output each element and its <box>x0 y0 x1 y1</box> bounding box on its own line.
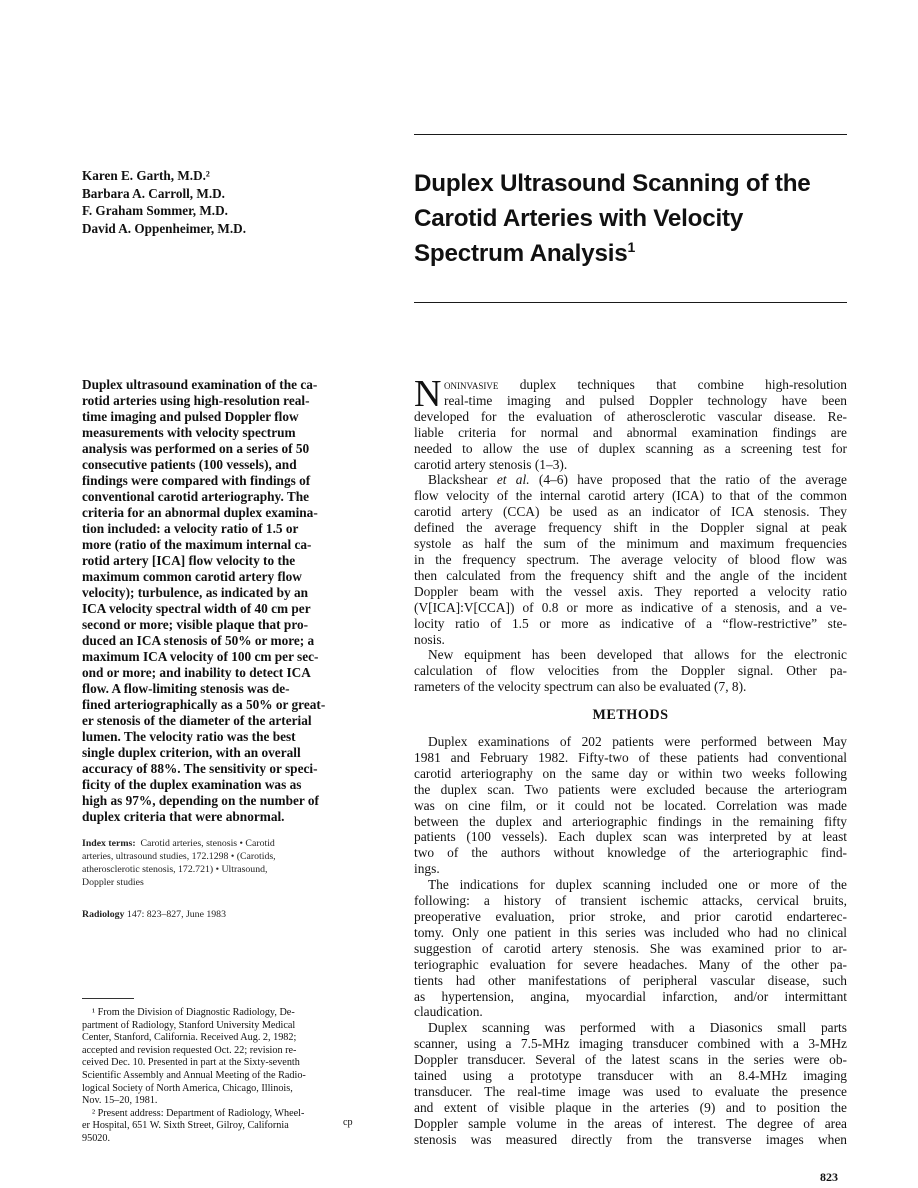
footnote-line: Scientific Assembly and Annual Meeting of the Radio- <box>82 1069 306 1081</box>
body-line: Duplex scanning was performed with a Diasonics small parts <box>428 1020 847 1036</box>
body-line <box>414 472 847 488</box>
abstract-line: lumen. The velocity ratio was the best <box>82 729 296 744</box>
body-line: carotid artery (CCA) be used as an indicator of ICA stenosis. They <box>414 504 847 520</box>
body-line: defined the average frequency shift in the Doppler signal at peak <box>414 520 847 536</box>
footnote-line: partment of Radiology, Stanford University Medical <box>82 1019 296 1031</box>
abstract-line: analysis was performed on a series of 50 <box>82 441 310 456</box>
page-number: 823 <box>820 1170 838 1184</box>
abstract-line: flow. A flow-limiting stenosis was de- <box>82 681 290 696</box>
abstract-line: Duplex ultrasound examination of the ca- <box>82 377 318 392</box>
body-line: systole as half the sum of the minimum and maximum frequencies <box>414 536 847 552</box>
abstract-line: ICA velocity spectral width of 40 cm per <box>82 601 311 616</box>
footnote-line: er Hospital, 651 W. Sixth Street, Gilroy, California <box>82 1120 289 1132</box>
body-line: developed for the evaluation of atherosclerotic vascular disease. Re- <box>414 408 847 424</box>
body-line: suggestion of carotid artery stenosis. She was examined prior to ar- <box>414 940 847 956</box>
body-line: transducer. The real-time image was used to evaluate the presence <box>414 1083 847 1099</box>
abstract-line: second or more; visible plaque that pro- <box>82 617 309 632</box>
body-line: in the frequency spectrum. The average velocity of blood flow was <box>414 551 847 567</box>
abstract-line: maximum common carotid artery flow <box>82 569 302 584</box>
et-al: et al. <box>496 472 530 488</box>
body-line: stenosis was measured directly from the transverse images when <box>414 1131 847 1147</box>
footnote-rule <box>82 998 134 999</box>
body-line: as hypertension, angina, myocardial infarction, and/or intermittant <box>414 988 847 1004</box>
citation-journal: Radiology <box>82 909 125 920</box>
abstract-line: single duplex criterion, with an overall <box>82 745 301 760</box>
body-text <box>414 373 847 1148</box>
body-line: real-time imaging and pulsed Doppler technology have been <box>444 392 847 408</box>
index-label: Index terms: <box>82 838 136 849</box>
body-line <box>414 377 847 393</box>
abstract-line: conventional carotid arteriography. The <box>82 489 310 504</box>
abstract-line: rotid arteries using high-resolution real- <box>82 393 310 408</box>
abstract-line: findings were compared with findings of <box>82 473 311 488</box>
abstract-line: velocity); turbulence, as indicated by an <box>82 585 309 600</box>
abstract-line: fined arteriographically as a 50% or great- <box>82 697 326 712</box>
p2-text: Blackshear <box>428 472 497 488</box>
body-line: Doppler beam with the vessel axis. They reported a velocity ratio <box>414 583 847 599</box>
body-line: patients (100 vessels). Each duplex scan was interpreted by at least <box>414 829 847 845</box>
footnotes <box>82 1007 367 1146</box>
index-text: Carotid arteries, stenosis • Carotid <box>140 838 275 849</box>
abstract-line: criteria for an abnormal duplex examina- <box>82 505 318 520</box>
intro-text: duplex techniques that combine high-resolution <box>498 377 847 392</box>
abstract <box>82 377 372 825</box>
body-line: ings. <box>414 861 440 877</box>
abstract-line: rotid artery [ICA] flow velocity to the <box>82 553 296 568</box>
body-line: Doppler transducer. Several of the latest scans in the series were ob- <box>414 1052 847 1068</box>
body-line: the duplex scan. Two patients were excluded because the arteriogram <box>414 781 847 797</box>
footnote-line: accepted and revision requested Oct. 22; revision re- <box>82 1044 297 1056</box>
abstract-line: measurements with velocity spectrum <box>82 425 296 440</box>
title-bottom-rule <box>414 302 847 303</box>
body-line: and extent of visible plaque in the arteries (9) and to position the <box>414 1099 847 1115</box>
p2-text: (4–6) have proposed that the ratio of the average <box>529 472 847 488</box>
body-line: carotid arteriography on the same day or within two weeks following <box>414 765 847 781</box>
body-line: tients had other manifestations of peripheral vascular disease, such <box>414 972 847 988</box>
author-list <box>82 167 372 237</box>
abstract-line: duplex criteria that were abnormal. <box>82 809 285 824</box>
drop-cap: N <box>414 373 442 415</box>
author: F. Graham Sommer, M.D. <box>82 203 228 218</box>
footnote-line: 95020. <box>82 1132 111 1144</box>
abstract-line: consecutive patients (100 vessels), and <box>82 457 297 472</box>
title-line-text: Spectrum Analysis <box>414 240 628 267</box>
abstract-line: time imaging and pulsed Doppler flow <box>82 409 299 424</box>
title-footnote-mark: 1 <box>627 239 636 255</box>
intro-paragraph <box>414 373 847 472</box>
body-line: flow velocity of the internal carotid artery (ICA) to that of the common <box>414 488 847 504</box>
abstract-line: accuracy of 88%. The sensitivity or speci- <box>82 761 318 776</box>
body-line: between the duplex and arteriographic findings in the remaining fifty <box>414 813 847 829</box>
body-line: then calculated from the frequency shift and the angle of the incident <box>414 567 847 583</box>
body-line: preoperative evaluation, prior stroke, and prior carotid endarterec- <box>414 909 847 924</box>
top-rule <box>414 134 847 135</box>
body-line: tomy. Only one patient in this series was included who had no clinical <box>414 924 847 940</box>
body-line: nosis. <box>414 631 445 647</box>
body-line: claudication. <box>414 1004 483 1020</box>
body-line: rameters of the velocity spectrum can also be evaluated (7, 8). <box>414 679 747 695</box>
index-line: arteries, ultrasound studies, 172.1298 • (Carotids, <box>82 851 276 862</box>
footnote-line: Center, Stanford, California. Received Aug. 2, 1982; <box>82 1032 297 1044</box>
footnote-line: ceived Dec. 10. Presented in part at the Sixty-seventh <box>82 1057 300 1069</box>
intro-smallcaps: oninvasive <box>444 377 499 392</box>
body-line: was on cine film, or it could not be located. Correlation was made <box>414 797 847 813</box>
body-line: Doppler sample volume in the areas of interest. The degree of area <box>414 1115 847 1131</box>
body-line: (V[ICA]:V[CCA]) of 0.8 or more as indicative of a stenosis, and a ve- <box>414 599 847 615</box>
abstract-line: high as 97%, depending on the number of <box>82 793 319 808</box>
index-line: Doppler studies <box>82 877 144 888</box>
title-line: Carotid Arteries with Velocity <box>414 205 744 232</box>
body-line: tained using a prototype transducer with an 8.4-MHz imaging <box>414 1068 847 1084</box>
methods-heading: METHODS <box>592 707 669 724</box>
footnote-line: Nov. 15–20, 1981. <box>82 1095 158 1107</box>
index-terms <box>82 837 372 889</box>
body-line: following: a history of transient ischemic attacks, cervical bruits, <box>414 893 847 909</box>
body-line: calculation of flow velocities from the Doppler signal. Other pa- <box>414 663 847 679</box>
citation-details: 147: 823–827, June 1983 <box>126 909 226 920</box>
abstract-line: er stenosis of the diameter of the arterial <box>82 713 312 728</box>
footnote-line: ² Present address: Department of Radiology, Wheel- <box>92 1107 305 1119</box>
abstract-line: duced an ICA stenosis of 50% or more; a <box>82 633 315 648</box>
cp-mark: cp <box>343 1117 353 1128</box>
abstract-line: tion included: a velocity ratio of 1.5 or <box>82 521 299 536</box>
abstract-line: maximum ICA velocity of 100 cm per sec- <box>82 649 319 664</box>
body-line: two of the authors without knowledge of the arteriographic find- <box>414 845 847 861</box>
body-line: carotid artery stenosis (1–3). <box>414 456 568 472</box>
body-line: The indications for duplex scanning included one or more of the <box>428 877 847 893</box>
body-line: locity ratio of 1.5 or more as indicative of a “flow-restrictive” ste- <box>414 615 847 631</box>
index-line <box>82 837 372 850</box>
article-title <box>414 166 854 271</box>
body-line: Duplex examinations of 202 patients were performed between May <box>428 734 847 750</box>
journal-citation <box>82 909 226 920</box>
body-line: New equipment has been developed that allows for the electronic <box>428 647 847 663</box>
author: Barbara A. Carroll, M.D. <box>82 185 225 201</box>
index-line: atherosclerotic stenosis, 172.721) • Ultrasound, <box>82 864 268 875</box>
footnote-line: logical Society of North America, Chicago, Illinois, <box>82 1082 293 1094</box>
body-line: liable criteria for normal and abnormal examination findings are <box>414 424 847 440</box>
abstract-line: ficity of the duplex examination was as <box>82 777 302 792</box>
abstract-line: ond or more; and inability to detect ICA <box>82 665 311 680</box>
body-line: scanner, using a 7.5-MHz imaging transducer combined with a 3-MHz <box>414 1036 847 1052</box>
body-line: 1981 and February 1982. Fifty-two of these patients had conventional <box>414 749 847 765</box>
author: David A. Oppenheimer, M.D. <box>82 220 246 236</box>
abstract-line: more (ratio of the maximum internal ca- <box>82 537 312 552</box>
body-line: teriographic evaluation for severe headaches. Many of the other pa- <box>414 956 847 972</box>
body-line: needed to allow the use of duplex scanning as a screening test for <box>414 440 847 456</box>
title-line: Duplex Ultrasound Scanning of the <box>414 170 811 197</box>
footnote-line: ¹ From the Division of Diagnostic Radiology, De- <box>92 1007 295 1018</box>
author: Karen E. Garth, M.D.² <box>82 168 210 183</box>
title-line <box>414 236 854 271</box>
